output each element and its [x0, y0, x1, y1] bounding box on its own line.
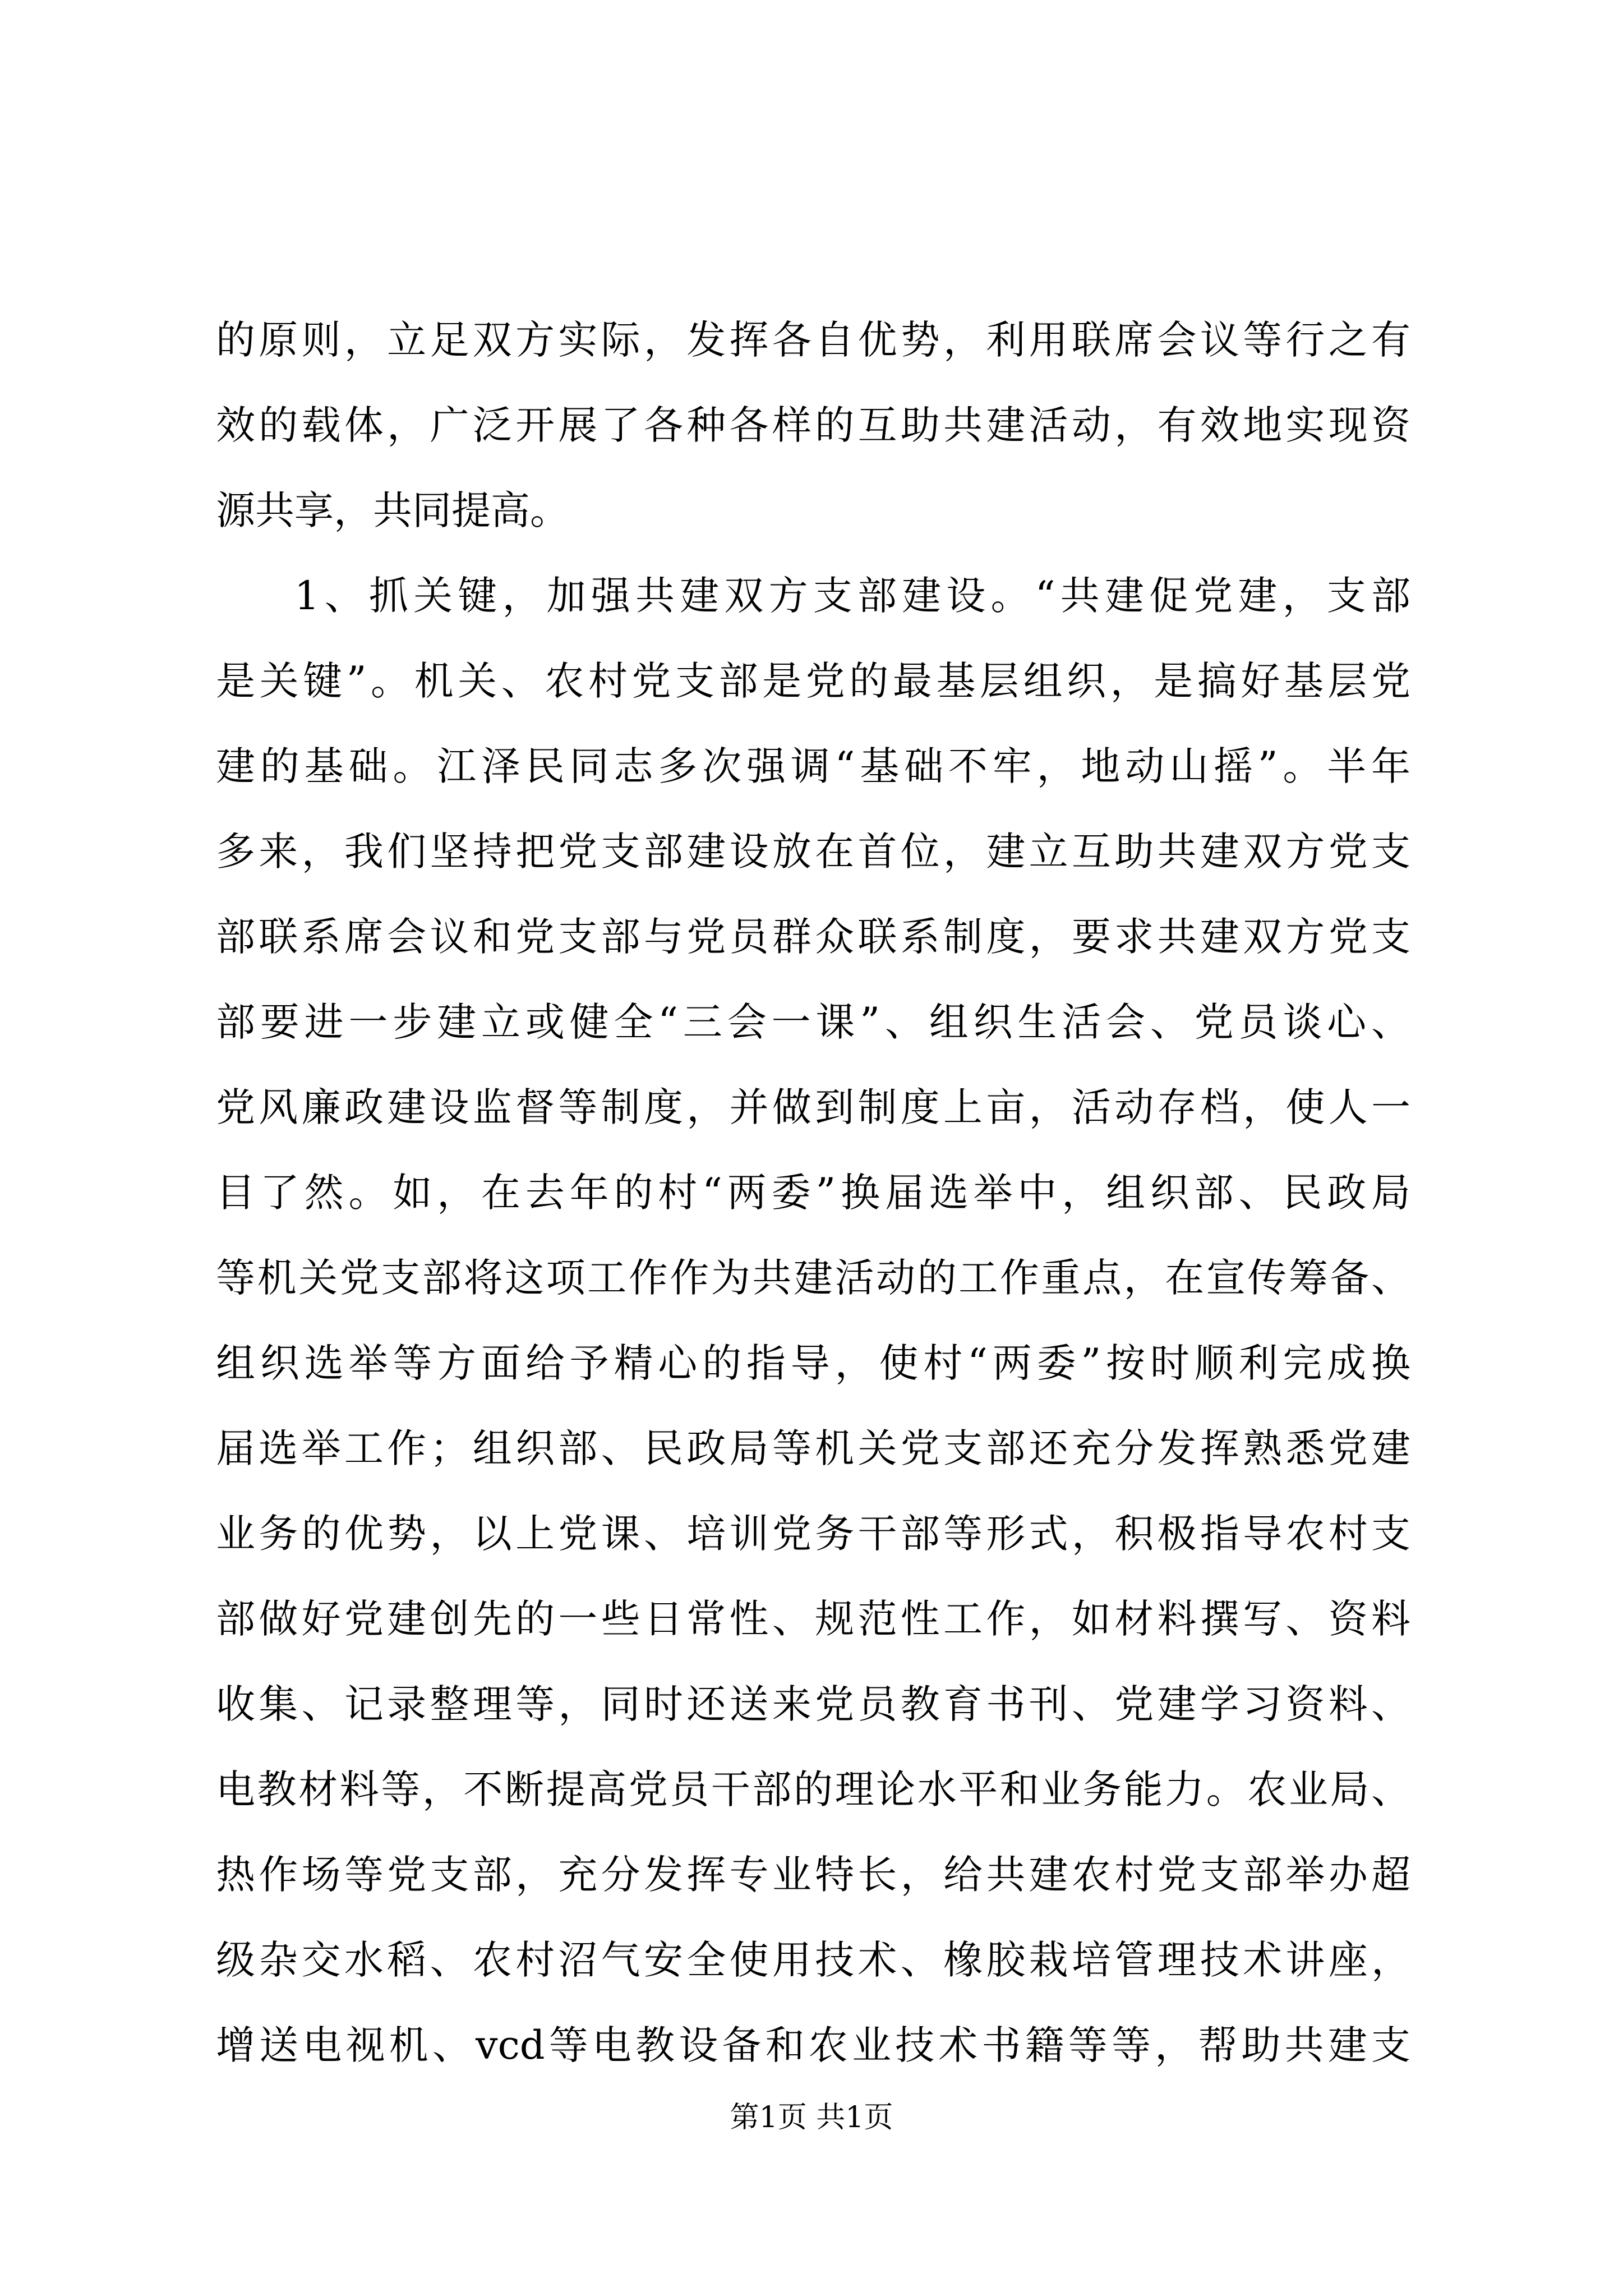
text-line: 建的基础。江泽民同志多次强调“基础不牢，地动山摇”。半年	[216, 743, 1410, 789]
text-line: 热作场等党支部，充分发挥专业特长，给共建农村党支部举办超	[216, 1852, 1410, 1898]
text-line: 效的载体，广泛开展了各种各样的互助共建活动，有效地实现资	[216, 402, 1410, 448]
text-line: 级杂交水稻、农村沼气安全使用技术、橡胶栽培管理技术讲座，	[216, 1937, 1410, 1983]
text-line: 的原则，立足双方实际，发挥各自优势，利用联席会议等行之有	[216, 317, 1410, 363]
text-line: 1、抓关键，加强共建双方支部建设。“共建促党建，支部	[294, 573, 1410, 619]
text-line: 目了然。如，在去年的村“两委”换届选举中，组织部、民政局	[216, 1170, 1410, 1216]
text-line: 是关键”。机关、农村党支部是党的最基层组织，是搞好基层党	[216, 658, 1410, 704]
text-line: 部联系席会议和党支部与党员群众联系制度，要求共建双方党支	[216, 914, 1410, 960]
text-line: 增送电视机、vcd等电教设备和农业技术书籍等等，帮助共建支	[216, 2022, 1410, 2068]
text-line: 党风廉政建设监督等制度，并做到制度上亩，活动存档，使人一	[216, 1084, 1410, 1130]
text-line: 业务的优势，以上党课、培训党务干部等形式，积极指导农村支	[216, 1511, 1410, 1557]
text-line: 电教材料等，不断提高党员干部的理论水平和业务能力。农业局、	[216, 1766, 1410, 1812]
text-line: 组织选举等方面给予精心的指导，使村“两委”按时顺利完成换	[216, 1340, 1410, 1386]
text-line: 部做好党建创先的一些日常性、规范性工作，如材料撰写、资料	[216, 1596, 1410, 1642]
text-line: 收集、记录整理等，同时还送来党员教育书刊、党建学习资料、	[216, 1681, 1410, 1727]
text-line: 等机关党支部将这项工作作为共建活动的工作重点，在宣传筹备、	[216, 1255, 1410, 1301]
page-footer: 第1页 共1页	[730, 2101, 893, 2134]
text-line: 部要进一步建立或健全“三会一课”、组织生活会、党员谈心、	[216, 999, 1410, 1045]
body-text	[216, 297, 1410, 2088]
text-line: 多来，我们坚持把党支部建设放在首位，建立互助共建双方党支	[216, 829, 1410, 875]
text-line: 届选举工作；组织部、民政局等机关党支部还充分发挥熟悉党建	[216, 1425, 1410, 1471]
text-line: 源共享，共同提高。	[216, 487, 569, 533]
